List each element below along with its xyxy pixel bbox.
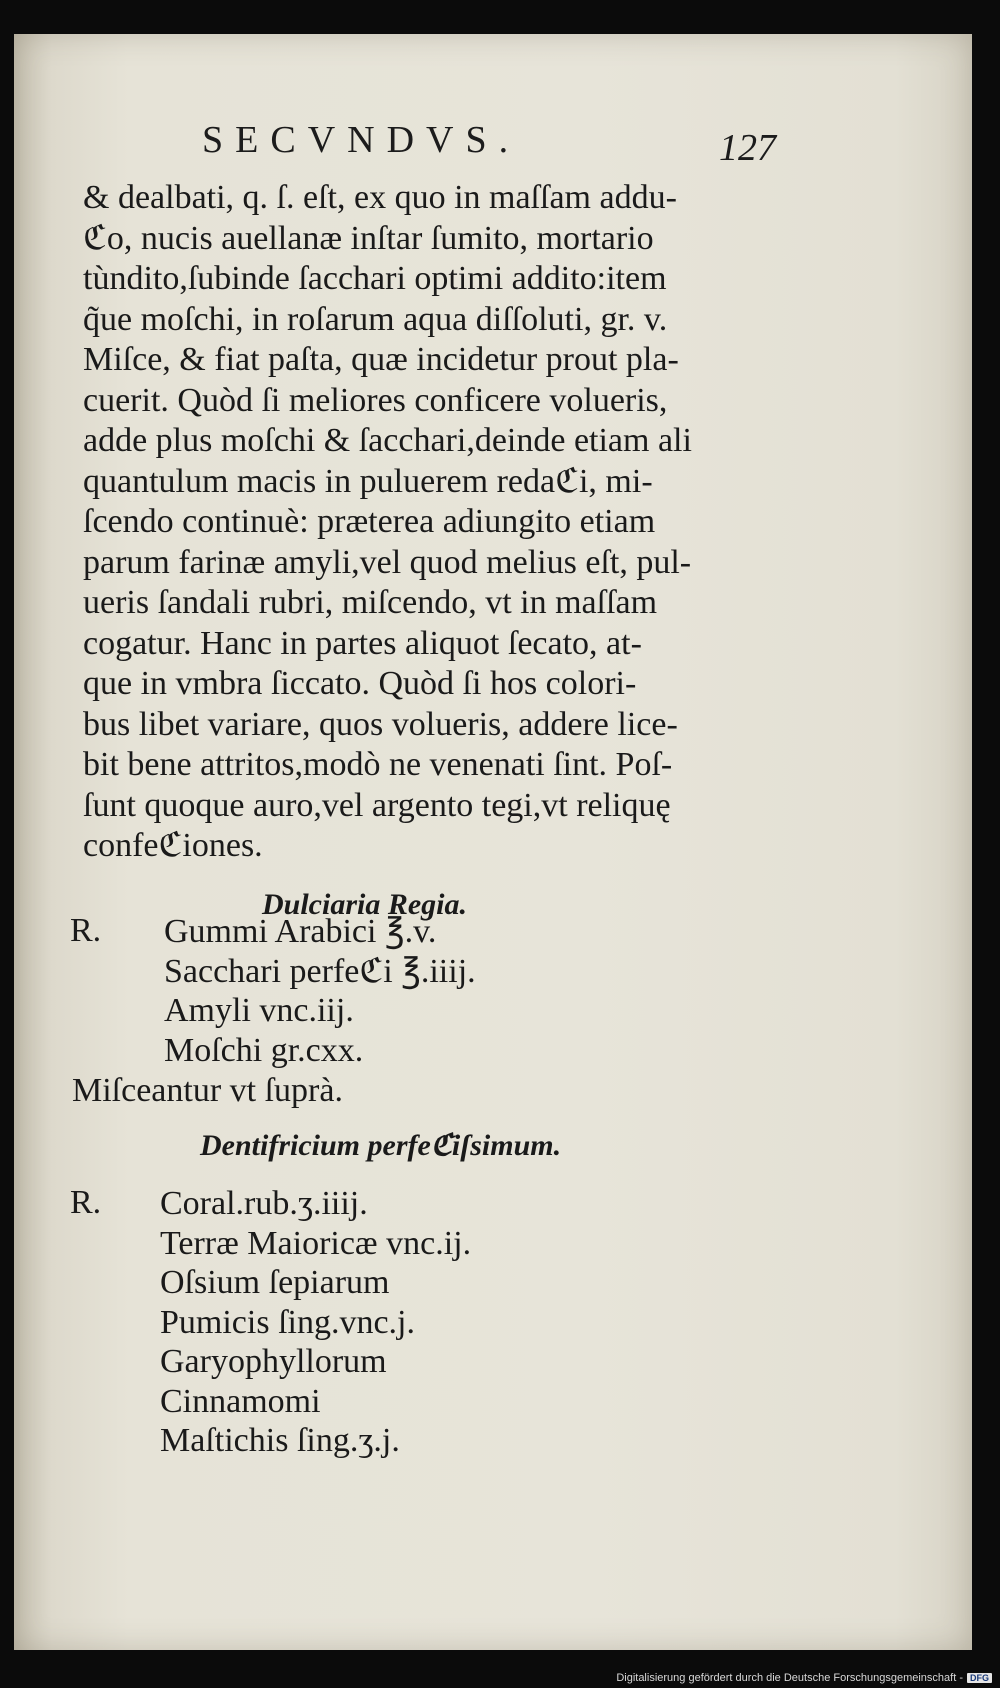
body-line: adde plus moſchi & ſacchari,deinde etiam ali — [83, 422, 692, 459]
ingredient-item: Terræ Maioricæ vnc.ij. — [160, 1224, 472, 1262]
recipe-symbol: R. — [70, 912, 102, 949]
body-line: que in vmbra ſiccato. Quòd ſi hos colori- — [83, 665, 637, 702]
body-line: bus libet variare, quos volueris, addere lice- — [83, 705, 678, 743]
body-line: & dealbati, q. ſ. eſt, ex quo in maſſam addu- — [83, 179, 677, 216]
body-line: quantulum macis in puluerem redaℭi, mi- — [83, 462, 653, 500]
body-line: ℭo, nucis auellanæ inſtar ſumito, mortario — [83, 219, 654, 257]
ingredient-item: Amyli vnc.iij. — [164, 992, 354, 1029]
ingredient-item: Gummi Arabici ℥.v. — [164, 913, 437, 950]
credit-text: Digitalisierung gefördert durch die Deutsche Forschungsgemeinschaft - — [616, 1672, 963, 1684]
ingredient-list-dulciaria — [164, 912, 476, 1070]
ingredient-item: Moſchi gr.cxx. — [164, 1031, 364, 1069]
ingredient-item: Pumicis ſing.vnc.j. — [160, 1303, 415, 1341]
dfg-logo-icon: DFG — [967, 1673, 992, 1683]
ingredient-item: Maſtichis ſing.ʒ.j. — [160, 1422, 400, 1459]
ingredient-list-dentifricium — [160, 1184, 471, 1461]
recipe-title-dulciaria: Dulciaria Regia. — [262, 888, 468, 921]
body-line: bit bene attritos,modò ne venenati ſint. Poſ- — [83, 746, 673, 783]
ingredient-item: Garyophyllorum — [160, 1343, 387, 1380]
body-line: ſunt quoque auro,vel argento tegi,vt reliquę — [83, 786, 671, 824]
ingredient-item: Coral.rub.ʒ.iiij. — [160, 1185, 368, 1222]
ingredient-item: Cinnamomi — [160, 1382, 321, 1420]
body-line: ueris ſandali rubri, miſcendo, vt in maſſam — [83, 584, 658, 621]
recipe-title-dentifricium: Dentifricium perfeℭiſsimum. — [200, 1129, 562, 1162]
body-text — [83, 178, 783, 867]
page-number: 127 — [719, 127, 776, 169]
recipe-symbol: R. — [70, 1184, 102, 1221]
body-line: Miſce, & fiat paſta, quæ incidetur prout pla- — [83, 341, 679, 378]
body-line: cuerit. Quòd ſi meliores conficere volueris, — [83, 381, 668, 419]
digitization-credit — [616, 1672, 992, 1684]
body-line: cogatur. Hanc in partes aliquot ſecato, at- — [83, 624, 642, 662]
body-line: q̃ue moſchi, in roſarum aqua diſſoluti, gr. v. — [83, 300, 668, 338]
body-line: ſcendo continuè: præterea adiungito etiam — [83, 503, 656, 540]
ingredient-item: Sacchari perfeℭi ℥.iiij. — [164, 952, 476, 990]
body-line: confeℭiones. — [83, 827, 263, 864]
body-line: parum farinæ amyli,vel quod melius eſt, pul- — [83, 543, 692, 581]
ingredient-item: Oſsium ſepiarum — [160, 1264, 390, 1301]
book-page — [14, 34, 972, 1650]
running-title: SECVNDVS. — [202, 119, 521, 161]
body-line: tùndito,ſubinde ſacchari optimi addito:item — [83, 260, 667, 297]
recipe-closing-line: Miſceantur vt ſuprà. — [72, 1072, 343, 1109]
